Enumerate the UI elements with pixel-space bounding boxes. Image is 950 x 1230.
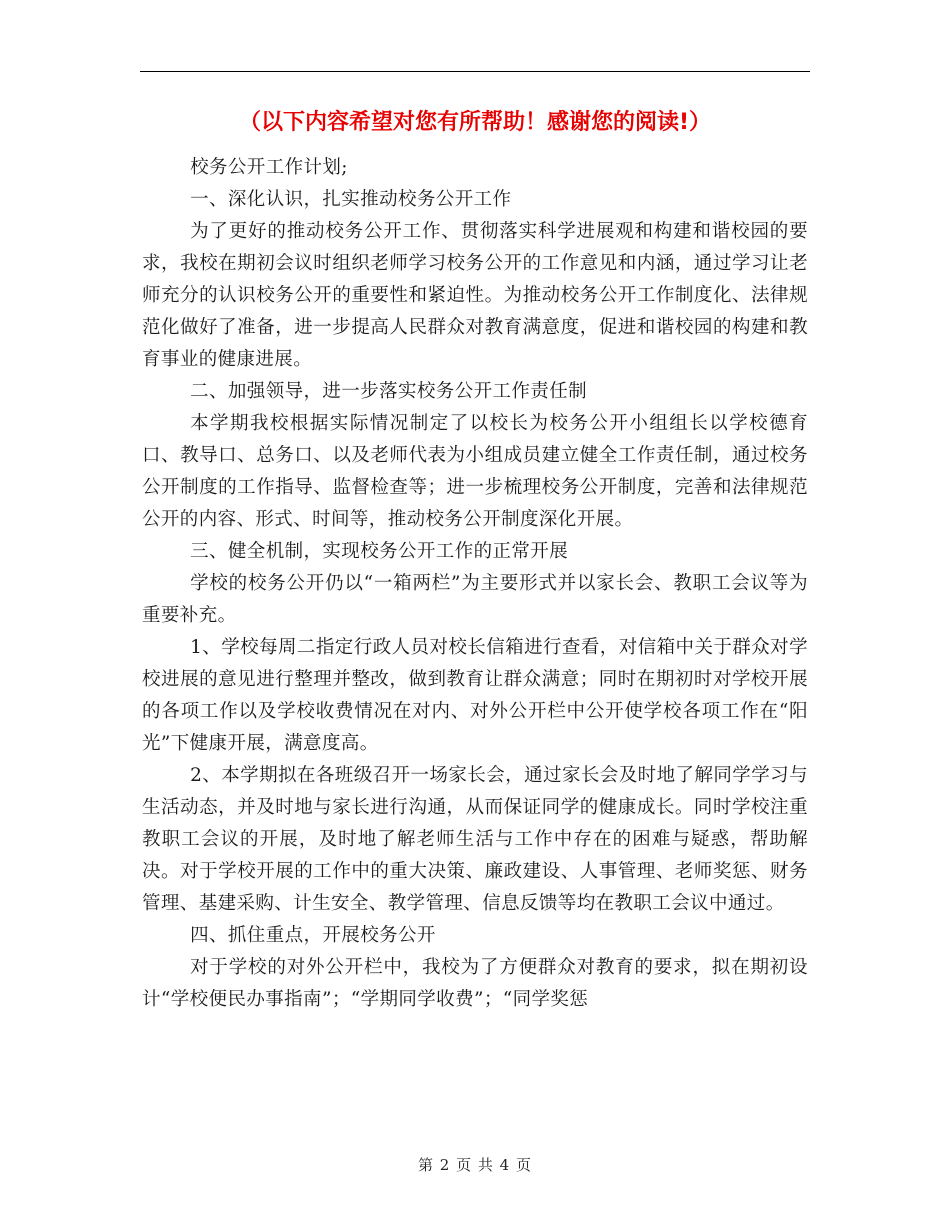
paragraph: 1、学校每周二指定行政人员对校长信箱进行查看，对信箱中关于群众对学校进展的意见进行整理并整改，做到教育让群众满意；同时在期初时对学校开展的各项工作以及学校收费情况在对内、对外公开栏中公开使学校各项工作在“阳光”下健康开展，满意度高。 bbox=[142, 637, 808, 754]
page-number-footer: 第 2 页 共 4 页 bbox=[418, 1156, 532, 1174]
header-rule bbox=[140, 71, 810, 72]
section-heading-2: 二、加强领导，进一步落实校务公开工作责任制 bbox=[190, 381, 587, 402]
paragraph: 2、本学期拟在各班级召开一场家长会，通过家长会及时地了解同学学习与生活动态，并及时地与家长进行沟通，从而保证同学的健康成长。同时学校注重教职工会议的开展，及时地了解老师生活与工作中存在的困难与疑惑，帮助解决。对于学校开展的工作中的重大决策、廉政建设、人事管理、老师奖惩、财务管理、基建采购、计生安全、教学管理、信息反馈等均在教职工会议中通过。 bbox=[142, 765, 808, 914]
section-heading-3: 三、健全机制，实现校务公开工作的正常开展 bbox=[190, 541, 569, 562]
section-heading-1: 一、深化认识，扎实推动校务公开工作 bbox=[190, 189, 512, 210]
paragraph: 学校的校务公开仍以“一箱两栏”为主要形式并以家长会、教职工会议等为重要补充。 bbox=[142, 573, 808, 626]
paragraph: 本学期我校根据实际情况制定了以校长为校务公开小组组长以学校德育口、教导口、总务口、以及老师代表为小组成员建立健全工作责任制，通过校务公开制度的工作指导、监督检查等；进一步梳理校务公开制度，完善和法律规范公开的内容、形式、时间等，推动校务公开制度深化开展。 bbox=[142, 413, 808, 530]
section-heading-4: 四、抓住重点，开展校务公开 bbox=[190, 925, 436, 946]
paragraph: 为了更好的推动校务公开工作、贯彻落实科学进展观和构建和谐校园的要求，我校在期初会议时组织老师学习校务公开的工作意见和内涵，通过学习让老师充分的认识校务公开的重要性和紧迫性。为推动校务公开工作制度化、法律规范化做好了准备，进一步提高人民群众对教育满意度，促进和谐校园的构建和教育事业的健康进展。 bbox=[142, 221, 808, 370]
red-banner-text: （以下内容希望对您有所帮助！感谢您的阅读!） bbox=[238, 110, 712, 135]
paragraph-title: 校务公开工作计划; bbox=[190, 157, 348, 178]
document-body bbox=[142, 152, 808, 1016]
paragraph: 对于学校的对外公开栏中，我校为了方便群众对教育的要求，拟在期初设计“学校便民办事指南”；“学期同学收费”；“同学奖惩 bbox=[142, 957, 808, 1010]
